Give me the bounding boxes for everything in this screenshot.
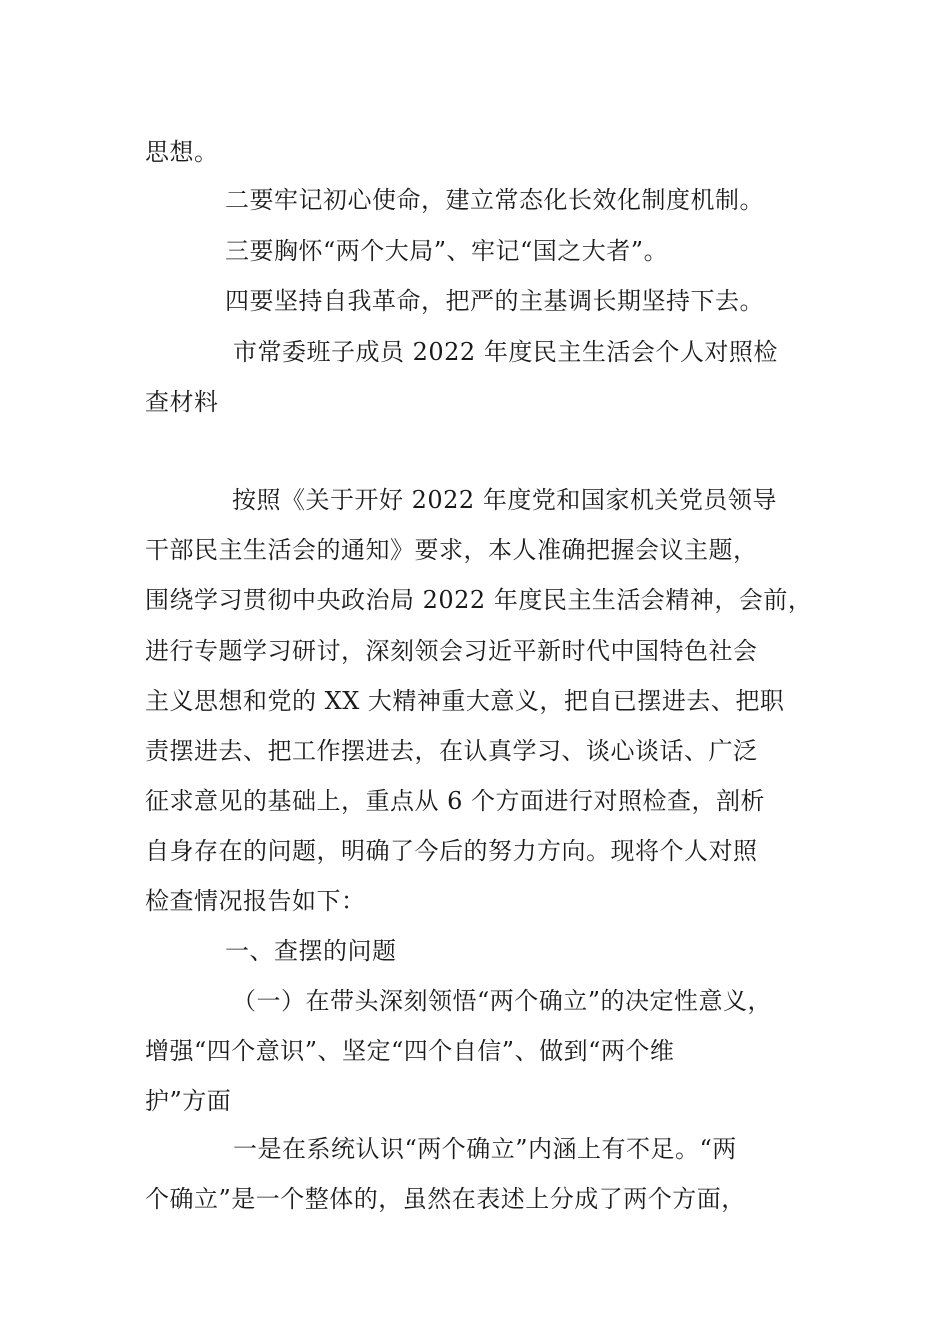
text-line: 按照《关于开好 2022 年度党和国家机关党员领导 (232, 486, 777, 514)
text-line: 四要坚持自我革命，把严的主基调长期坚持下去。 (225, 287, 764, 315)
section-title: 查材料 (145, 388, 219, 416)
text-line: 个确立”是一个整体的，虽然在表述上分成了两个方面， (145, 1185, 746, 1213)
subheading: 增强“四个意识”、坚定“四个自信”、做到“两个维 (145, 1037, 675, 1065)
text-line: 二要牢记初心使命，建立常态化长效化制度机制。 (225, 186, 764, 214)
text-line: 一是在系统认识“两个确立”内涵上有不足。“两 (233, 1135, 737, 1163)
text-line: 责摆进去、把工作摆进去，在认真学习、谈心谈话、广泛 (145, 737, 758, 765)
subheading: 护”方面 (145, 1087, 232, 1115)
subheading: （一）在带头深刻领悟“两个确立”的决定性意义， (232, 987, 773, 1015)
text-line: 三要胸怀“两个大局”、牢记“国之大者”。 (225, 237, 669, 265)
text-line: 进行专题学习研讨，深刻领会习近平新时代中国特色社会 (145, 637, 758, 665)
heading: 一、查摆的问题 (225, 937, 397, 965)
text-line: 主义思想和党的 XX 大精神重大意义，把自已摆进去、把职 (145, 687, 785, 715)
text-line: 围绕学习贯彻中央政治局 2022 年度民主生活会精神，会前， (145, 586, 813, 614)
section-title: 市常委班子成员 2022 年度民主生活会个人对照检 (233, 338, 778, 366)
text-line: 干部民主生活会的通知》要求，本人准确把握会议主题， (145, 536, 758, 564)
text-line: 检查情况报告如下： (145, 887, 366, 915)
text-line: 自身存在的问题，明确了今后的努力方向。现将个人对照 (145, 837, 758, 865)
text-line: 思想。 (145, 138, 219, 166)
text-line: 征求意见的基础上，重点从 6 个方面进行对照检查，剖析 (145, 787, 766, 815)
